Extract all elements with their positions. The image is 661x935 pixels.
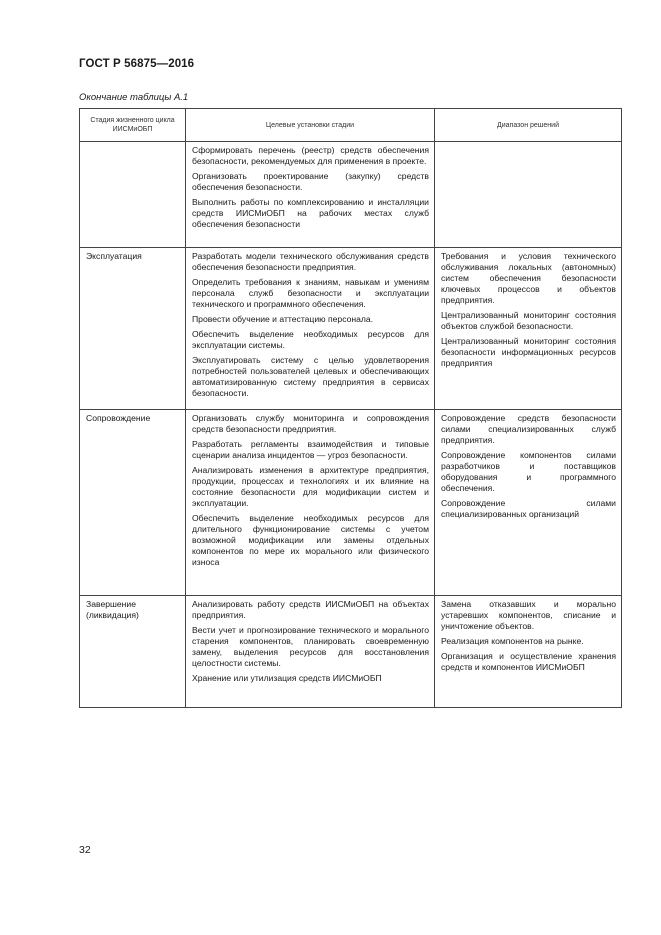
table-row [80, 142, 622, 248]
goal-paragraph: Разработать регламенты взаимодействия и типовые сценарии анализа инцидентов — угроз безопасности. [192, 439, 429, 460]
table-row [80, 248, 622, 410]
goal-paragraph: Организовать службу мониторинга и сопровождения средств безопасности предприятия. [192, 413, 429, 434]
goal-paragraph: Выполнить работы по комплексированию и инсталляции средств ИИСМиОБП на рабочих местах служб обеспечения безопасности [192, 197, 429, 229]
solution-paragraph: Сопровождение средств безопасности силами специализированных служб предприятия. [441, 413, 616, 445]
solutions-cell [435, 248, 622, 410]
goal-paragraph: Эксплуатировать систему с целью удовлетворения потребностей пользователей целевых и обеспечивающих автоматизированную систему предприятия в сервисах безопасности. [192, 355, 429, 398]
stage-cell [80, 248, 186, 410]
solutions-cell [435, 596, 622, 708]
goal-paragraph: Провести обучение и аттестацию персонала. [192, 314, 374, 324]
goal-paragraph: Организовать проектирование (закупку) средств обеспечения безопасности. [192, 171, 429, 192]
goals-cell [186, 596, 435, 708]
solution-paragraph: Замена отказавших и морально устаревших компонентов, списание и уничтожение объектов. [441, 599, 616, 631]
stage-label: Завершение (ликвидация) [86, 599, 139, 620]
solution-paragraph: Реализация компонентов на рынке. [441, 636, 584, 646]
table-body [80, 142, 622, 708]
table-header-row [80, 109, 622, 142]
goals-cell [186, 410, 435, 596]
table-row [80, 596, 622, 708]
goal-paragraph: Обеспечить выделение необходимых ресурсов для длительного функционирование системы с учетом возможной модификации или замены отдельных компонентов по мере их морального или физического износа [192, 513, 429, 567]
solutions-cell [435, 142, 622, 248]
goals-cell [186, 248, 435, 410]
stage-label: Эксплуатация [86, 251, 142, 261]
goal-paragraph: Анализировать изменения в архитектуре предприятия, продукции, процессах и технологиях и их влияние на состояние безопасности для модификации систем и эксплуатации. [192, 465, 429, 508]
solution-paragraph: Организация и осуществление хранения средств и компонентов ИИСМиОБП [441, 651, 616, 672]
table-caption: Окончание таблицы А.1 [79, 92, 189, 103]
goal-paragraph: Разработать модели технического обслуживания средств обеспечения безопасности предприятия. [192, 251, 429, 272]
stage-label: Сопровождение [86, 413, 151, 423]
page-number: 32 [79, 844, 91, 856]
solution-paragraph: Централизованный мониторинг состояния объектов службой безопасности. [441, 310, 616, 331]
document-standard-header: ГОСТ Р 56875—2016 [79, 58, 195, 70]
goal-paragraph: Анализировать работу средств ИИСМиОБП на объектах предприятия. [192, 599, 429, 620]
lifecycle-table [79, 108, 622, 708]
stage-cell [80, 596, 186, 708]
column-header-stage: Стадия жизненного цикла ИИСМиОБП [80, 109, 186, 142]
goal-paragraph: Сформировать перечень (реестр) средств обеспечения безопасности, рекомендуемых для применения в проекте. [192, 145, 429, 166]
solution-paragraph: Требования и условия технического обслуживания локальных (автономных) систем обеспечения безопасности ключевых процессов и объектов предприятия. [441, 251, 616, 305]
goal-paragraph: Обеспечить выделение необходимых ресурсов для эксплуатации системы. [192, 329, 429, 350]
goal-paragraph: Хранение или утилизация средств ИИСМиОБП [192, 673, 382, 683]
goal-paragraph: Вести учет и прогнозирование технического и морального старения компонентов, планировать своевременную замену, выделения ресурсов для восстановления целостности системы. [192, 625, 429, 668]
table-row [80, 410, 622, 596]
stage-cell [80, 410, 186, 596]
solution-paragraph: Сопровождение силами специализированных организаций [441, 498, 616, 519]
stage-cell [80, 142, 186, 248]
solutions-cell [435, 410, 622, 596]
goals-cell [186, 142, 435, 248]
solution-paragraph: Сопровождение компонентов силами разработчиков и поставщиков оборудования и программного обеспечения. [441, 450, 616, 493]
column-header-goals: Целевые установки стадии [186, 109, 435, 142]
column-header-solutions: Диапазон решений [435, 109, 622, 142]
goal-paragraph: Определить требования к знаниям, навыкам и умениям персонала служб безопасности и эксплуатации технического и программного обеспечения. [192, 277, 429, 309]
solution-paragraph: Централизованный мониторинг состояния безопасности информационных ресурсов предприятия [441, 336, 616, 368]
